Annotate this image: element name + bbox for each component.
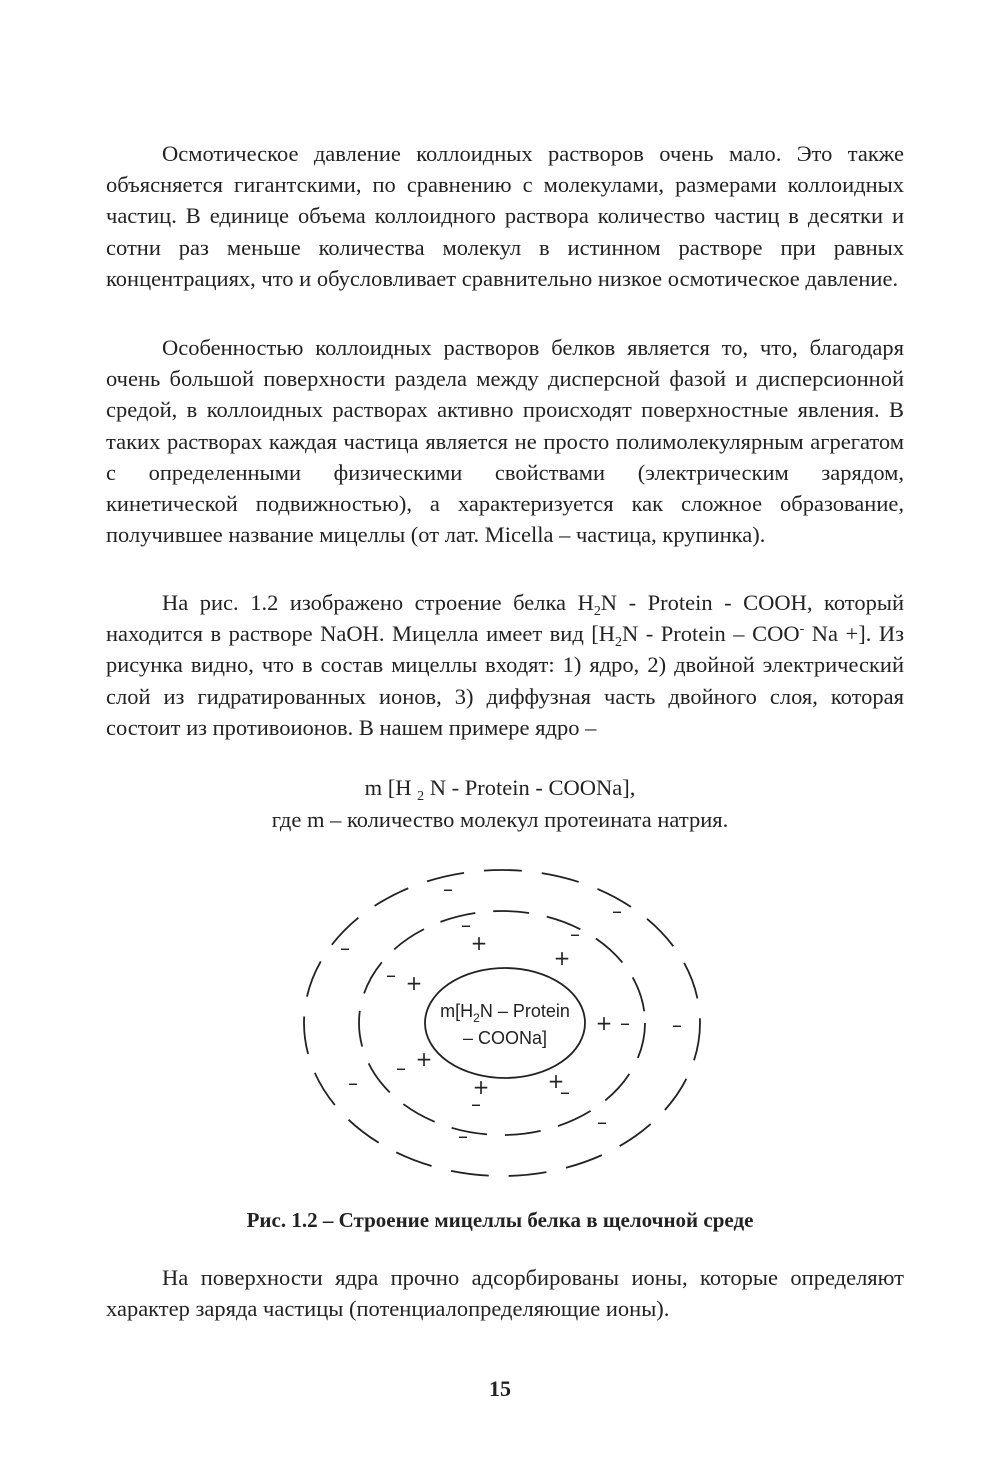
minus-sign: – [612, 899, 622, 923]
core-label-line1: $m[H_2N$ – Protein [440, 1001, 570, 1025]
core-label-line2: – COONa] [462, 1028, 548, 1048]
minus-sign: – [443, 877, 453, 901]
paragraph-osmotic-pressure: Осмотическое давление коллоидных растворов очень мало. Это также объясняется гигантскими, по сравнению с молекулами, размерами коллоидных частиц. В единице объема коллоидного раствора количество частиц в десятки и сотни раз меньше количества молекул в истинном растворе при равных концентрациях, что и обусловливает сравнительно низкое осмотическое давление. [106, 141, 904, 291]
minus-sign: – [461, 913, 471, 937]
minus-sign: – [560, 1080, 570, 1104]
p3-text-3: N - Protein – COO [622, 621, 800, 647]
minus-sign: – [620, 1011, 630, 1035]
paragraph-colloid-features: Особенностью коллоидных растворов белков является то, что, благодаря очень большой поверхности раздела между дисперсной фазой и дисперсионной средой, в коллоидных растворах активно происходят поверхностные явления. В таких растворах каждая частица является не просто полимолекулярным агрегатом с определенными физическими свойствами (электрическим зарядом, кинетической подвижностью), а характеризуется как сложное образование, получившее название мицеллы (от лат. Micella – частица, крупинка). [106, 335, 904, 548]
plus-sign: + [595, 1011, 613, 1035]
minus-sign: – [458, 1124, 468, 1148]
p3-subscript-2: 2 [615, 635, 623, 651]
minus-sign: – [340, 936, 350, 960]
plus-sign: + [553, 946, 571, 970]
formula-subscript: 2 [417, 788, 425, 804]
p3-superscript: - [799, 621, 805, 637]
minus-sign: – [672, 1013, 682, 1037]
page-number: 15 [489, 1376, 511, 1401]
p3-text-4: Na +]. Из рисунка видно, что в состав мицеллы входят: 1) ядро, 2) двойной электрический слой из гидратированных ионов, 3) диффузная часть двойного слоя, которая состоит из противоионов. В нашем примере ядро – [106, 621, 904, 740]
core-ellipse [425, 968, 585, 1078]
plus-sign: + [415, 1047, 433, 1071]
double-layer-ring [359, 911, 645, 1135]
diffuse-layer-ring [304, 870, 700, 1176]
minus-sign: – [386, 963, 396, 987]
plus-sign: + [470, 931, 488, 955]
paragraph-micelle-structure [106, 587, 904, 743]
minus-sign: – [471, 1092, 481, 1116]
p3-text-2: N - Protein - COOH, который находится в растворе NaOH. Мицелла имеет вид [H [106, 590, 904, 647]
plus-sign: + [405, 971, 423, 995]
formula-part-2: N - Protein - COONa], [424, 775, 636, 800]
minus-sign: – [348, 1071, 358, 1095]
minus-sign: – [597, 1110, 607, 1134]
formula-note: где m – количество молекул протеината натрия. [271, 807, 729, 832]
figure-caption: Рис. 1.2 – Строение мицеллы белка в щелочной среде [246, 1208, 754, 1232]
minus-sign: – [396, 1056, 406, 1080]
plus-sign: + [547, 1069, 565, 1093]
p3-subscript-1: 2 [593, 603, 601, 619]
plus-sign: + [472, 1075, 490, 1099]
minus-sign: – [570, 922, 580, 946]
paragraph-adsorbed-ions: На поверхности ядра прочно адсорбированы ионы, которые определяют характер заряда частицы (потенциалопределяющие ионы). [106, 1265, 904, 1322]
core-formula [0, 775, 1000, 804]
formula-part-1: m [H [364, 775, 418, 800]
p3-text-1: На рис. 1.2 изображено строение белка H [162, 590, 594, 615]
